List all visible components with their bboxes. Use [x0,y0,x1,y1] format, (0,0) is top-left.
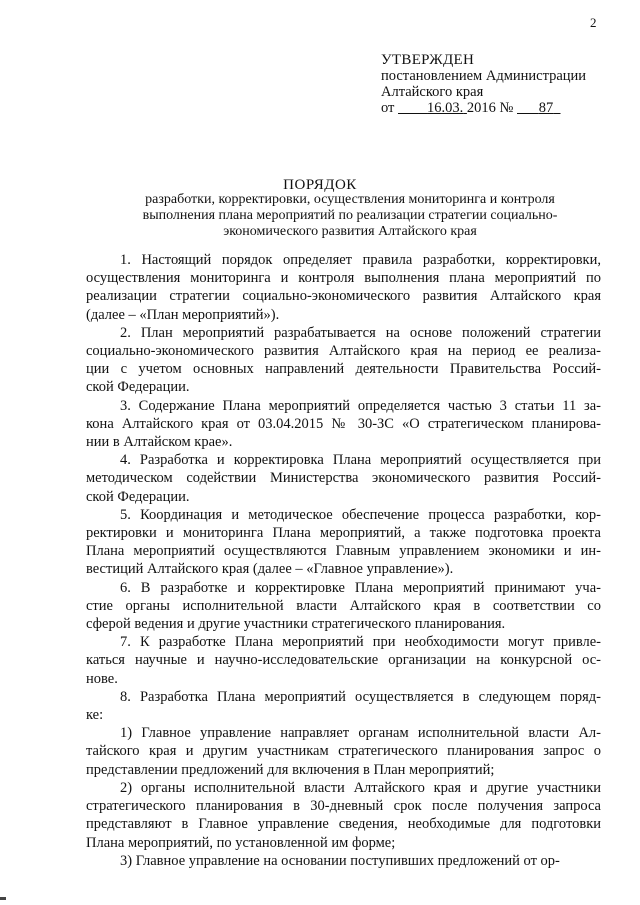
approval-from-label: от [381,100,395,116]
approval-stamp [381,52,586,116]
paragraph-line: 6. В разработке и корректировке Плана мероприятий принимают уча- [120,579,601,596]
document-subtitle [70,192,630,240]
approval-date: 16.03. [427,100,464,116]
document-title: ПОРЯДОК [283,177,357,193]
paragraph-line: 2) органы исполнительной власти Алтайского края и другие участники [120,779,601,796]
paragraph-line: 1) Главное управление направляет органам исполнительной власти Ал- [120,725,601,742]
subtitle-line: экономического развития Алтайского края [223,224,477,239]
page-number: 2 [590,15,597,30]
paragraph-line: нии в Алтайском крае». [86,434,233,451]
approval-date-line [381,100,586,116]
paragraph-line: методическом содействии Министерства экономического развития Россий- [86,470,601,487]
paragraph-line: 8. Разработка Плана мероприятий осуществляется в следующем поряд- [120,688,601,705]
paragraph-line: (далее – «План мероприятий»). [86,306,280,323]
paragraph-line: тайского края и другим участникам стратегического планирования запрос о [86,743,601,760]
paragraph-line: стратегического планирования в 30-дневный срок после получения запроса [86,798,601,815]
approval-year: 2016 № [466,100,514,116]
paragraph-line: нове. [86,670,118,687]
paragraph-line: представляют в Главное управление сведения, необходимые для подготовки [86,816,601,833]
paragraph-line: 7. К разработке Плана мероприятий при необходимости могут привле- [120,634,601,651]
scan-mark [0,897,6,900]
paragraph-line: социально-экономического развития Алтайского края на период ее реализа- [86,343,601,360]
paragraph-line: каться научные и научно-исследовательские организации на конкурсной ос- [86,652,601,669]
approval-heading: УТВЕРЖДЕН [381,52,475,68]
approval-number: 87 [538,100,554,116]
paragraph-line: ской Федерации. [86,488,190,505]
paragraph-line: ской Федерации. [86,379,190,396]
paragraph-line: представлении предложений для включения в План мероприятий; [86,761,495,778]
paragraph-line: ции с учетом основных направлений деятельности Правительства Россий- [86,361,601,378]
paragraph-line: сферой ведения и другие участники стратегического планирования. [86,616,506,633]
subtitle-line: разработки, корректировки, осуществления мониторинга и контроля [145,192,555,207]
paragraph-line: 3. Содержание Плана мероприятий определяется частью 3 статьи 11 за- [120,397,601,414]
paragraph-line: осуществления мониторинга и контроля выполнения плана мероприятий по [86,270,601,287]
paragraph-line: Плана мероприятий, по установленной им форме; [86,834,396,851]
paragraph-line: стие органы исполнительной власти Алтайского края в соответствии со [86,597,601,614]
approval-line-2: Алтайского края [381,84,484,100]
document-body [86,251,601,870]
paragraph-line: 4. Разработка и корректировка Плана мероприятий осуществляется при [120,452,601,469]
paragraph-line: 5. Координация и методическое обеспечение процесса разработки, кор- [120,506,601,523]
subtitle-line: выполнения плана мероприятий по реализации стратегии социально- [142,208,558,223]
paragraph-line: 3) Главное управление на основании поступивших предложений от ор- [120,852,560,869]
paragraph-line: кона Алтайского края от 03.04.2015 № 30-ЗС «О стратегическом планирова- [86,415,601,432]
paragraph-line: вестиций Алтайского края (далее – «Главное управление»). [86,561,454,578]
paragraph-line: ректировки и мониторинга Плана мероприятий, а также подготовка проекта [86,525,601,542]
paragraph-line: 2. План мероприятий разрабатывается на основе положений стратегии [120,324,601,341]
approval-line-1: постановлением Администрации [381,68,587,84]
paragraph-line: Плана мероприятий осуществляются Главным управлением экономики и ин- [86,543,601,560]
paragraph-line: 1. Настоящий порядок определяет правила разработки, корректировки, [120,252,601,268]
paragraph-line: реализации стратегии социально-экономического развития Алтайского края [86,288,601,305]
paragraph-line: ке: [86,707,104,724]
